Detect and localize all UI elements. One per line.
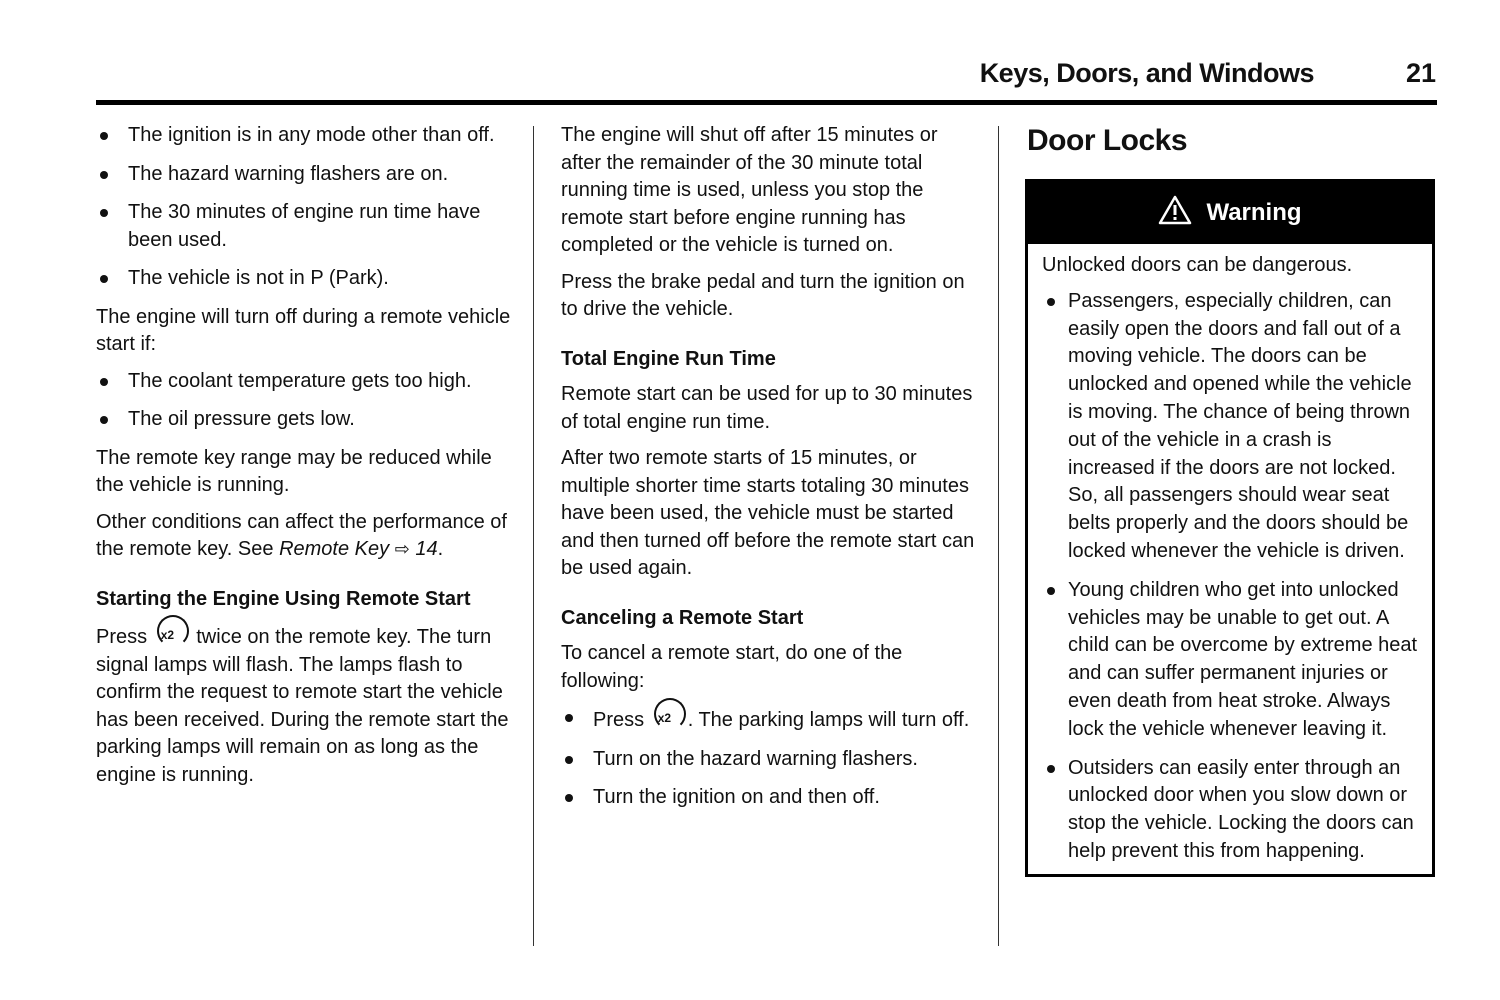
chapter-title: Keys, Doors, and Windows xyxy=(979,58,1314,88)
list-item: Turn on the hazard warning flashers. xyxy=(561,746,979,774)
bullet-icon xyxy=(100,132,108,140)
warning-label: Warning xyxy=(1206,199,1302,226)
paragraph: Other conditions can affect the performance of the remote key. See Remote Key ⇨ 14. xyxy=(96,509,516,564)
paragraph: Remote start can be used for up to 30 minutes of total engine run time. xyxy=(561,383,973,433)
cancel-list xyxy=(561,704,979,812)
list-item: The vehicle is not in P (Park). xyxy=(96,265,516,293)
warning-header xyxy=(1028,182,1432,244)
column-divider-1 xyxy=(533,126,534,946)
subheading: Canceling a Remote Start xyxy=(561,606,804,629)
column-2 xyxy=(561,122,979,823)
list-item: The coolant temperature gets too high. xyxy=(96,368,516,396)
list-item: Young children who get into unlocked vehicles may be unable to get out. A child can be overcome by extreme heat and can suffer permanent injuries or even death from heat stroke. Always lock the vehicle whenever leaving it. xyxy=(1042,577,1418,744)
bullet-icon xyxy=(1047,587,1055,595)
list-item: Outsiders can easily enter through an unlocked door when you slow down or stop the vehicle. Locking the doors can help prevent this from happening. xyxy=(1042,755,1418,866)
page-number: 21 xyxy=(1405,58,1436,88)
bullet-icon xyxy=(565,714,573,722)
paragraph: Press x2 twice on the remote key. The turn signal lamps will flash. The lamps flash to confirm the request to remote start the vehicle has been received. During the remote start the parking lamps will remain on as long as the engine is running. xyxy=(96,621,516,789)
warning-triangle-icon xyxy=(1158,195,1192,232)
bullet-icon xyxy=(1047,765,1055,773)
cross-reference-link[interactable]: Remote Key ⇨ 14 xyxy=(279,538,438,560)
bullet-icon xyxy=(100,378,108,386)
column-divider-2 xyxy=(998,126,999,946)
page-reference-arrow-icon: ⇨ xyxy=(394,539,410,559)
list-item: Turn the ignition on and then off. xyxy=(561,784,979,812)
subheading: Starting the Engine Using Remote Start xyxy=(96,587,471,610)
warning-list xyxy=(1042,288,1418,866)
paragraph: Press the brake pedal and turn the ignition on to drive the vehicle. xyxy=(561,270,965,320)
bullet-icon xyxy=(100,275,108,283)
warning-intro: Unlocked doors can be dangerous. xyxy=(1042,254,1353,276)
warning-box xyxy=(1025,179,1435,877)
bullet-icon xyxy=(1047,298,1055,306)
section-title: Door Locks xyxy=(1027,124,1188,157)
bullet-icon xyxy=(565,794,573,802)
list-item: The ignition is in any mode other than off. xyxy=(96,122,516,150)
bullet-icon xyxy=(100,416,108,424)
paragraph: The engine will shut off after 15 minutes or after the remainder of the 30 minute total running time is used, unless you stop the remote start before engine running has completed or the vehicle is turned on. xyxy=(561,124,938,256)
condition-list-a xyxy=(96,122,516,293)
bullet-icon xyxy=(565,756,573,764)
list-item: The 30 minutes of engine run time have been used. xyxy=(96,199,516,254)
paragraph: The remote key range may be reduced while the vehicle is running. xyxy=(96,446,492,496)
column-1 xyxy=(96,122,516,798)
header-rule xyxy=(96,100,1437,105)
list-item: Press x2 . The parking lamps will turn off. xyxy=(561,704,979,735)
list-item: Passengers, especially children, can easily open the doors and fall out of a moving vehicle. The doors can be unlocked and opened while the vehicle is moving. The chance of being thrown out of the vehicle in a crash is increased if the doors are not locked. So, all passengers should wear seat belts properly and the doors should be locked whenever the vehicle is driven. xyxy=(1042,288,1418,566)
remote-start-icon: x2 xyxy=(652,704,686,730)
paragraph: The engine will turn off during a remote vehicle start if: xyxy=(96,305,511,355)
bullet-icon xyxy=(100,209,108,217)
paragraph: After two remote starts of 15 minutes, or multiple shorter time starts totaling 30 minutes have been used, the vehicle must be started and then turned off before the remote start can be used again. xyxy=(561,447,975,579)
list-item: The hazard warning flashers are on. xyxy=(96,161,516,189)
condition-list-b xyxy=(96,368,516,434)
warning-body xyxy=(1028,244,1432,866)
subheading: Total Engine Run Time xyxy=(561,347,776,370)
paragraph: To cancel a remote start, do one of the following: xyxy=(561,642,903,692)
list-item: The oil pressure gets low. xyxy=(96,406,516,434)
bullet-icon xyxy=(100,171,108,179)
remote-start-icon: x2 xyxy=(155,621,189,647)
